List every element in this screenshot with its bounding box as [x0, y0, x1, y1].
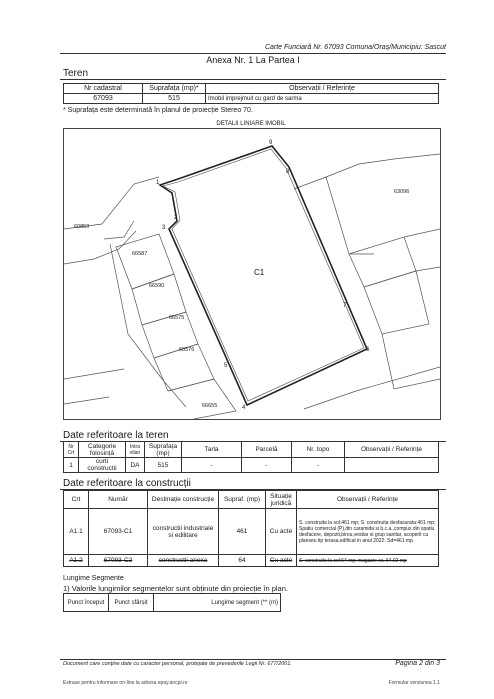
cell-categorie: curti constructii	[79, 458, 126, 473]
cell-situatie: Cu acte	[266, 509, 297, 555]
teren-rule	[60, 79, 446, 80]
col-observatii: Observații / Referințe	[345, 442, 439, 458]
vertex-label: 8	[286, 169, 290, 175]
map-title: DETALII LINIARE IMOBIL	[216, 121, 286, 127]
col-destinatie: Destinație construcție	[148, 491, 219, 509]
constructii-title: Date referitoare la construcții	[63, 478, 191, 489]
table-row	[64, 509, 439, 555]
vertex-label: 6	[366, 347, 370, 353]
cell-crt: A1.2	[64, 555, 89, 567]
neighbor-boundary	[110, 244, 186, 407]
cadastral-map	[64, 129, 440, 419]
cell-tarla: -	[182, 458, 242, 473]
col-nr-cadastral: Nr cadastral	[64, 84, 143, 94]
vertex-label: 3	[162, 225, 166, 231]
cell-nr-topo: -	[292, 458, 345, 473]
col-lungime: Lungime segment (** (m)	[154, 594, 281, 612]
neighbor-label: 66590	[149, 283, 165, 289]
neighbor-boundary	[104, 221, 134, 239]
col-observatii: Observații / Referințe	[297, 491, 439, 509]
page-number: Pagina 2 din 3	[395, 660, 440, 667]
col-intravilan: Intra vilan	[126, 442, 145, 458]
header-rule	[60, 53, 446, 54]
cell-situatie: Cu acte	[266, 555, 297, 567]
cell-nr-cadastral: 67093	[64, 94, 143, 104]
cell-supraf: 64	[219, 555, 266, 567]
teren-refs-title: Date referitoare la teren	[63, 430, 169, 441]
neighbor-label: 63096	[394, 189, 410, 195]
vertex-label: 7	[343, 303, 347, 309]
neighbor-block	[364, 271, 429, 334]
col-situatie: Situație juridică	[266, 491, 297, 509]
segmente-subtitle: 1) Valorile lungimilor segmentelor sunt obținute din proiecție în plan.	[63, 584, 288, 593]
neighbor-boundary	[294, 177, 374, 254]
cell-observatii: S. construita la sol:64 mp; magazie sc. 64.02 mp	[297, 555, 439, 567]
neighbor-label: 66587	[132, 251, 148, 257]
cell-nr-crt: 1	[64, 458, 79, 473]
neighbor-boundary	[64, 177, 159, 229]
vertex-label: 4	[242, 405, 246, 411]
cell-numar: 67093-C1	[89, 509, 148, 555]
cell-destinatie: constructii industriale si edilitare	[148, 509, 219, 555]
cell-intravilan: DA	[126, 458, 145, 473]
col-observatii: Observații / Referințe	[206, 84, 439, 94]
cell-destinatie: constructii anexa	[148, 555, 219, 567]
vertex-label: 9	[269, 140, 273, 146]
parcel-66587	[116, 234, 174, 289]
neighbor-label: 66655	[202, 403, 218, 409]
teren-title: Teren	[63, 68, 89, 79]
cell-observatii: Imobil imprejmuit cu gard de sarma	[206, 94, 439, 104]
annex-title: Anexa Nr. 1 La Partea I	[206, 55, 300, 65]
col-suprafata: Suprafața (mp)*	[143, 84, 206, 94]
neighbor-boundary	[64, 231, 136, 264]
teren-table	[63, 83, 439, 104]
parcel-label: C1	[254, 268, 265, 277]
form-version: Formular versiunea 1.1	[388, 680, 440, 686]
neighbor-label: 66576	[179, 347, 195, 353]
map-frame	[63, 128, 441, 420]
col-crt: Crt	[64, 491, 89, 509]
teren-refs-table	[63, 441, 439, 473]
cell-parcela: -	[242, 458, 292, 473]
neighbor-block	[349, 237, 416, 287]
col-tarla: Tarla	[182, 442, 242, 458]
cell-numar: 67093-C2	[89, 555, 148, 567]
neighbor-label: 60859	[74, 224, 90, 230]
table-row	[64, 555, 439, 567]
col-supraf: Supraf. (mp)	[219, 491, 266, 509]
cell-supraf: 461	[219, 509, 266, 555]
constructii-table	[63, 490, 439, 567]
registry-line: Carte Funciară Nr. 67093 Comuna/Oraș/Municipiu: Sascut	[264, 44, 446, 51]
col-numar: Număr	[89, 491, 148, 509]
neighbor-boundary	[326, 154, 440, 177]
segmente-title: Lungime Segmente	[63, 575, 124, 582]
cell-suprafata: 515	[143, 94, 206, 104]
col-punct-sfarsit: Punct sfârșit	[109, 594, 154, 612]
neighbor-boundary	[416, 267, 440, 271]
footer-epay: Extrase pentru informare on-line la adresa epay.ancpi.ro	[63, 680, 188, 686]
neighbor-boundary	[64, 369, 124, 379]
cell-observatii: S. construita la sol:461 mp; S. construita desfasurata:461 mp; Spatiu comercial (P),din caramida si b.c.a.,compus din spatiu desfacere, depozit,birou,vestiar si grup sanitar, acoperit cu planseu tip terasa,edificat in anul 2022. Sd=461 mp.	[297, 509, 439, 555]
segmente-table	[63, 593, 281, 612]
col-categorie: Categorie folosință	[79, 442, 126, 458]
vertex-label: 5	[224, 363, 228, 369]
vertex-label: 2	[174, 215, 178, 221]
cell-crt: A1.1	[64, 509, 89, 555]
col-parcela: Parcelă	[242, 442, 292, 458]
parcel-66655	[168, 379, 236, 419]
cell-observatii	[345, 458, 439, 473]
neighbor-boundary	[304, 367, 440, 409]
vertex-label: 1	[156, 180, 160, 186]
col-nr-crt: Nr Crt	[64, 442, 79, 458]
cell-suprafata: 515	[145, 458, 182, 473]
col-punct-inceput: Punct început	[64, 594, 109, 612]
neighbor-boundary	[404, 229, 440, 237]
teren-note: * Suprafața este determinată în planul de proiecție Stereo 70.	[63, 107, 253, 114]
footer-disclaimer: Document care conține date cu caracter personal, protejate de prevederile Legii Nr. 677/2001.	[63, 661, 292, 667]
col-suprafata: Suprafața (mp)	[145, 442, 182, 458]
col-nr-topo: Nr. topo	[292, 442, 345, 458]
neighbor-label: 66575	[169, 315, 185, 321]
neighbor-boundary	[64, 397, 109, 404]
